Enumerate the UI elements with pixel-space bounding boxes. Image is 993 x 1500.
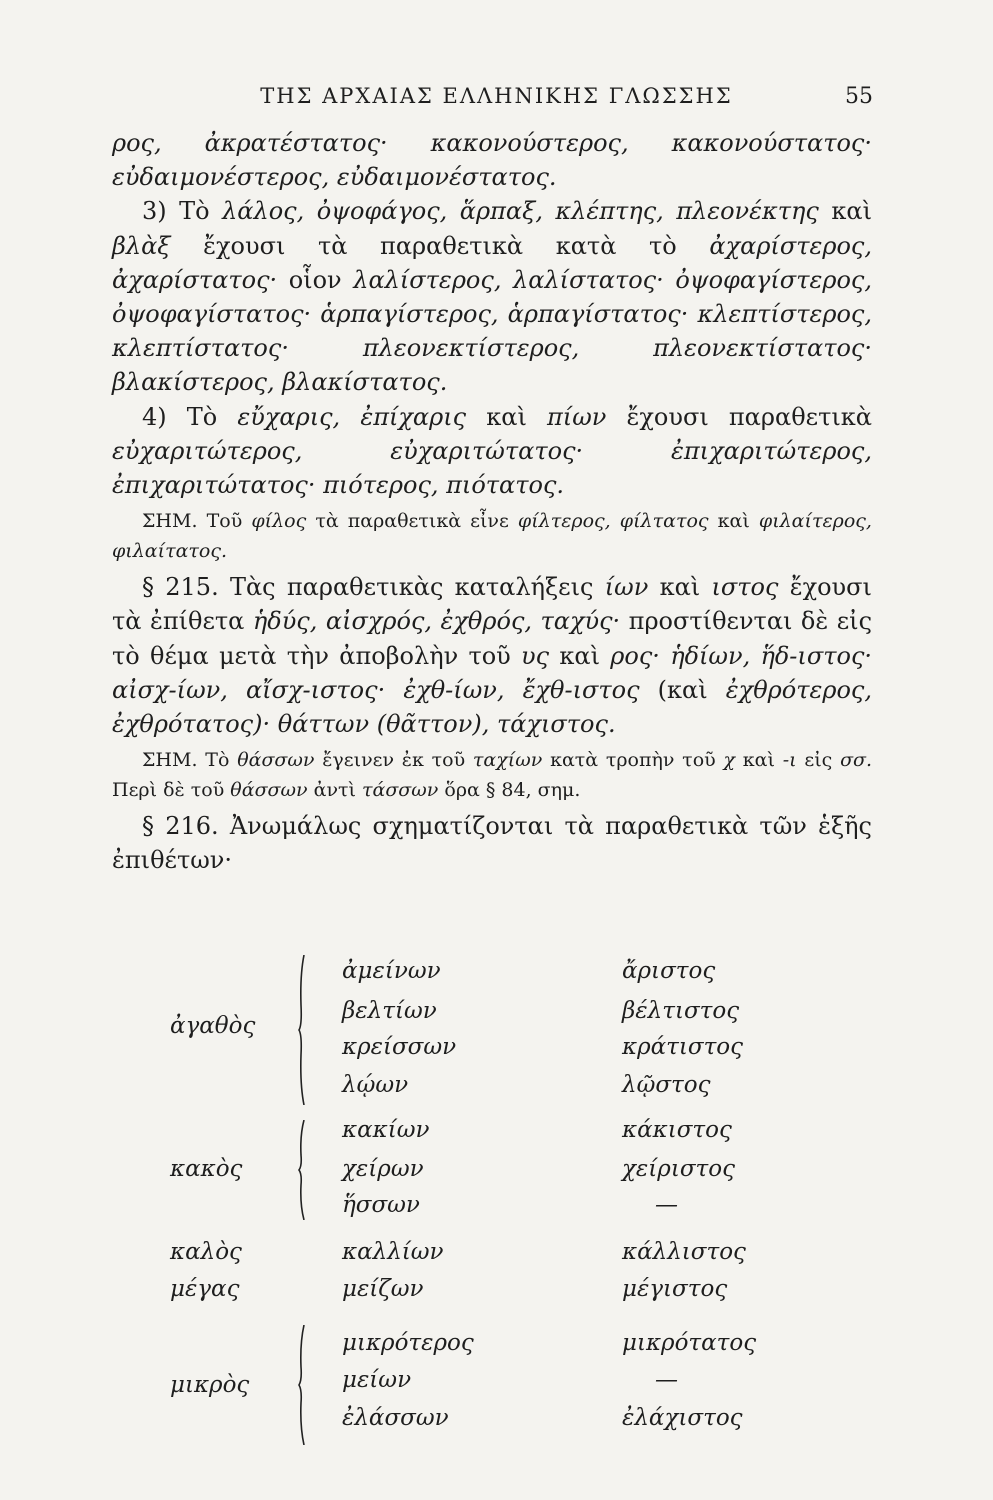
brace-icon	[298, 1325, 308, 1445]
example-forms: φίλτερος, φίλτατος	[517, 510, 709, 533]
superlative-form: κράτιστος	[622, 1034, 744, 1060]
text-span: (καὶ	[657, 675, 708, 704]
comparative-form: μείων	[342, 1367, 412, 1393]
letter: -ι	[782, 749, 797, 772]
text-span: τὰ παραθετικὰ εἶνε	[315, 510, 509, 533]
example-forms: ἐχθρότερος, ἐχθρότατος)·	[112, 675, 872, 739]
text-span: εἰς	[804, 749, 833, 772]
text-span: κατὰ τροπὴν τοῦ	[550, 749, 716, 772]
adjective: πίων	[547, 402, 607, 431]
ending: υς	[521, 641, 550, 670]
conjunction: καὶ	[659, 573, 701, 602]
ending: ιστος	[711, 573, 779, 602]
text-span: Τοῦ	[206, 510, 243, 533]
note-label: ΣΗΜ.	[142, 510, 198, 533]
superlative-form: ἐλάχιστος	[622, 1405, 743, 1431]
comparative-form: ἐλάσσων	[342, 1405, 449, 1431]
superlative-form: κάκιστος	[622, 1117, 732, 1143]
brace-icon	[298, 955, 308, 1105]
comparative-form: χείρων	[342, 1156, 424, 1182]
letter: σσ.	[840, 749, 873, 772]
section-number: § 216.	[142, 812, 219, 841]
paragraph-continuation: ρος, ἀκρατέστατος· κακονούστερος, κακονούστατος· εὐδαιμονέστερος, εὐδαιμονέστατος.	[112, 129, 872, 192]
text-span: Περὶ δὲ τοῦ	[112, 779, 225, 802]
adjective-list: λάλος, ὀψοφάγος, ἅρπαξ, κλέπτης, πλεονέκτης	[222, 197, 819, 226]
text-span: Ἀνωμάλως σχηματίζονται τὰ παραθετικὰ τῶν ἑξῆς ἐπιθέτων·	[112, 812, 872, 875]
comparative-form: κακίων	[342, 1117, 430, 1143]
table-row-headword: μικρὸς	[170, 1372, 250, 1398]
text-span: Τὰς παραθετικὰς καταλήξεις	[229, 573, 594, 602]
superlative-form: κάλλιστος	[622, 1239, 746, 1265]
example-forms: ἀχαρίστερος, ἀχαρίστατος·	[112, 231, 873, 294]
superlative-form: βέλτιστος	[622, 998, 740, 1024]
example-forms: φιλαίτερος, φιλαίτατος.	[112, 510, 872, 563]
text-span: ἀντὶ	[313, 779, 356, 802]
comparative-form: ἀμείνων	[342, 958, 441, 984]
superlative-form: χείριστος	[622, 1156, 735, 1182]
superlative-form: —	[655, 1367, 678, 1393]
comparative-form: μικρότερος	[342, 1330, 474, 1356]
text-span: ἔχουσι παραθετικὰ	[626, 402, 872, 431]
conjunction: καὶ	[559, 641, 600, 670]
adjective: βλὰξ	[112, 231, 171, 260]
comparative-form: ἥσσων	[342, 1192, 420, 1218]
adjective-list: εὔχαρις, ἐπίχαρις	[237, 402, 467, 431]
comparative-form: λῴων	[342, 1072, 409, 1098]
comparative-form: μείζων	[342, 1276, 424, 1302]
running-header-title: ΤΗΣ ΑΡΧΑΙΑΣ ΕΛΛΗΝΙΚΗΣ ΓΛΩΣΣΗΣ	[260, 84, 733, 108]
ending: ρος·	[610, 641, 660, 670]
text-span: Τὸ	[205, 749, 230, 772]
text-span: ἔχουσι τὰ ἐπίθετα	[112, 573, 872, 636]
comparative-form: βελτίων	[342, 998, 437, 1024]
table-row-headword: καλὸς	[170, 1239, 242, 1265]
rule-number: 4) Τὸ	[142, 402, 218, 431]
conjunction: καὶ	[742, 749, 775, 772]
page-number: 55	[845, 84, 873, 109]
example-forms: ἡδίων, ἥδ-ιστος· αἰσχ-ίων, αἴσχ-ιστος· ἐχθ-ίων, ἔχθ-ιστος	[112, 641, 873, 704]
word: ταχίων	[472, 749, 543, 772]
table-row-headword: μέγας	[170, 1276, 240, 1302]
text-span: ἔχουσι τὰ παραθετικὰ κατὰ τὸ	[203, 231, 677, 260]
word: τάσσων	[362, 779, 439, 802]
example-forms: θάττων (θᾶττον), τάχιστος.	[277, 710, 616, 739]
conjunction: καὶ	[717, 510, 750, 533]
ending: ίων	[604, 573, 649, 602]
table-row-headword: ἀγαθὸς	[170, 1013, 256, 1039]
cross-reference: ὅρα § 84, σημ.	[444, 779, 581, 802]
superlative-form: —	[655, 1192, 678, 1218]
text-span: προστίθενται δὲ εἰς τὸ θέμα μετὰ τὴν ἀποβολὴν τοῦ	[112, 607, 873, 670]
letter: χ	[723, 749, 735, 772]
conjunction: καὶ	[486, 402, 527, 431]
text-span: ἔγεινεν ἐκ τοῦ	[322, 749, 466, 772]
rule-number: 3) Τὸ	[142, 197, 210, 226]
example-forms: λαλίστερος, λαλίστατος· ὀψοφαγίστερος, ὀψοφαγίστατος· ἁρπαγίστερος, ἁρπαγίστατος· κλεπτίστερος, κλεπτίστατος· πλεονεκτίστερος, πλεονεκτίστατος· βλακίστερος, βλακίστατος.	[112, 265, 872, 397]
superlative-form: ἄριστος	[622, 958, 716, 984]
conjunction: καὶ	[831, 197, 872, 226]
comparative-form: καλλίων	[342, 1239, 444, 1265]
superlative-form: μέγιστος	[622, 1276, 728, 1302]
superlative-form: μικρότατος	[622, 1330, 757, 1356]
adjective-list: ἡδύς, αἰσχρός, ἐχθρός, ταχύς·	[252, 607, 621, 636]
text-span: οἷον	[288, 265, 342, 294]
adjective: φίλος	[251, 510, 307, 533]
brace-icon	[298, 1120, 308, 1220]
comparative-form: κρείσσων	[342, 1034, 457, 1060]
example-forms: εὐχαριτώτερος, εὐχαριτώτατος· ἐπιχαριτώτερος, ἐπιχαριτώτατος· πιότερος, πιότατος.	[112, 436, 872, 500]
section-number: § 215.	[142, 573, 219, 602]
word: θάσσων	[237, 749, 315, 772]
table-row-headword: κακὸς	[170, 1156, 243, 1182]
word: θάσσων	[230, 779, 308, 802]
note-label: ΣΗΜ.	[142, 749, 198, 772]
superlative-form: λῷστος	[622, 1072, 711, 1098]
